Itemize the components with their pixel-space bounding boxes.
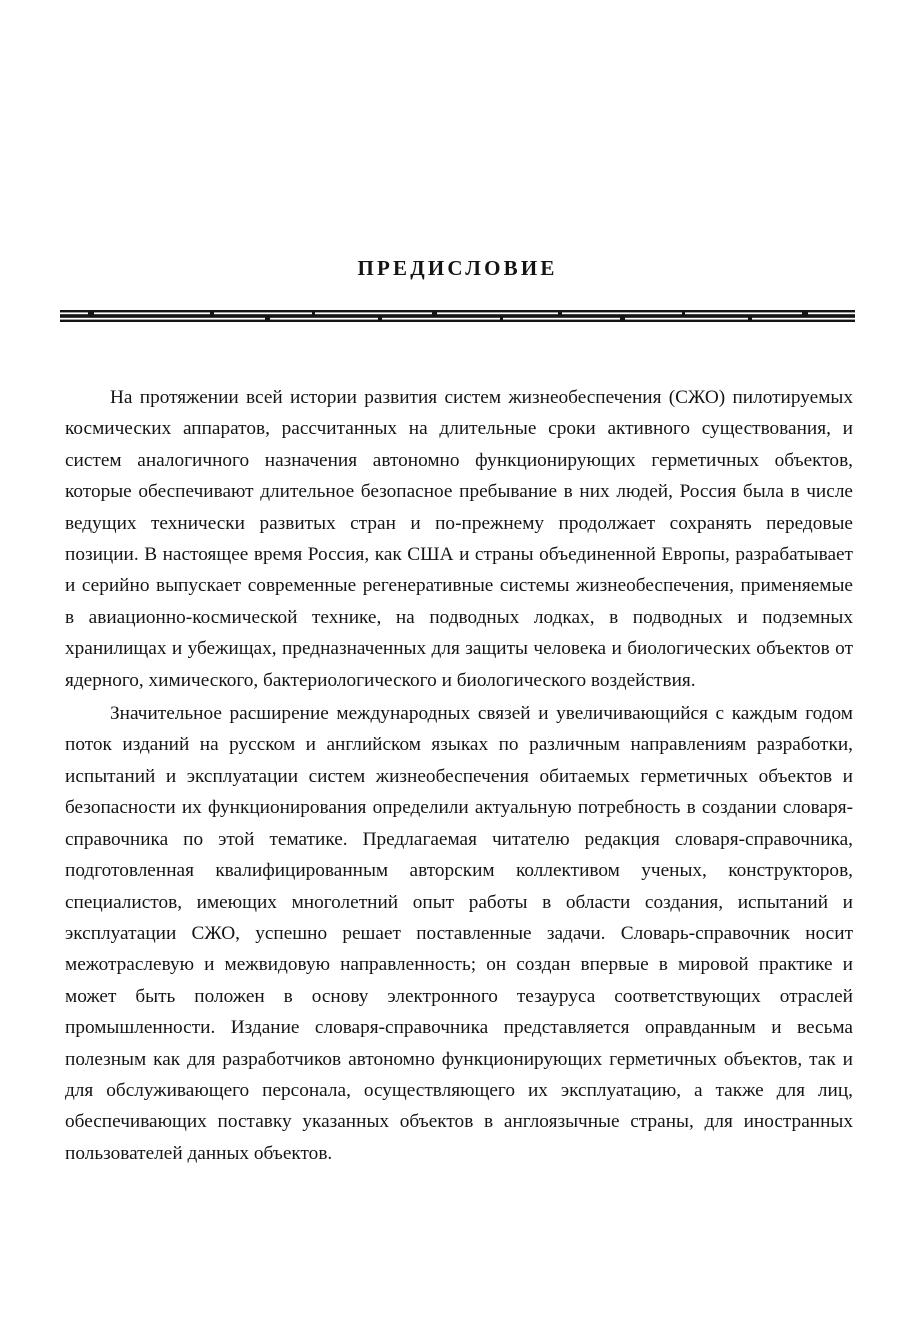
- decorative-divider: [60, 309, 855, 323]
- paragraph-2: Значительное расширение международных связей и увеличивающийся с каждым годом поток изданий на русском и английском языках по различным направлениям разработки, испытаний и эксплуатации систем жизнеобеспечения обитаемых герметичных объектов и безопасности их функционирования определили актуальную потребность в создании словаря-справочника по этой тематике. Предлагаемая читателю редакция словаря-справочника, подготовленная квалифицированным авторским коллективом ученых, конструкторов, специалистов, имеющих многолетний опыт работы в области создания, испытаний и эксплуатации СЖО, успешно решает поставленные задачи. Словарь-справочник носит межотраслевую и межвидовую направленность; он создан впервые в мировой практике и может быть положен в основу электронного тезауруса соответствующих отраслей промышленности. Издание словаря-справочника представляется оправданным и весьма полезным как для разработчиков автономно функционирующих герметичных объектов, так и для обслуживающего персонала, осуществляющего их эксплуатацию, а также для лиц, обеспечивающих поставку указанных объектов в англоязычные страны, для иностранных пользователей данных объектов.: [65, 703, 853, 1164]
- page-title: ПРЕДИСЛОВИЕ: [357, 256, 558, 280]
- body-text: [65, 382, 853, 1171]
- paragraph-1: На протяжении всей истории развития систем жизнеобеспечения (СЖО) пилотируемых космических аппаратов, рассчитанных на длительные сроки активного существования, и систем аналогичного назначения автономно функционирующих герметичных объектов, которые обеспечивают длительное безопасное пребывание в них людей, Россия была в числе ведущих технически развитых стран и по-прежнему продолжает сохранять передовые позиции. В настоящее время Россия, как США и страны объединенной Европы, разрабатывает и серийно выпускает современные регенеративные системы жизнеобеспечения, применяемые в авиационно-космической технике, на подводных лодках, в подводных и подземных хранилищах и убежищах, предназначенных для защиты человека и биологических объектов от ядерного, химического, бактериологического и биологического воздействия.: [65, 387, 853, 691]
